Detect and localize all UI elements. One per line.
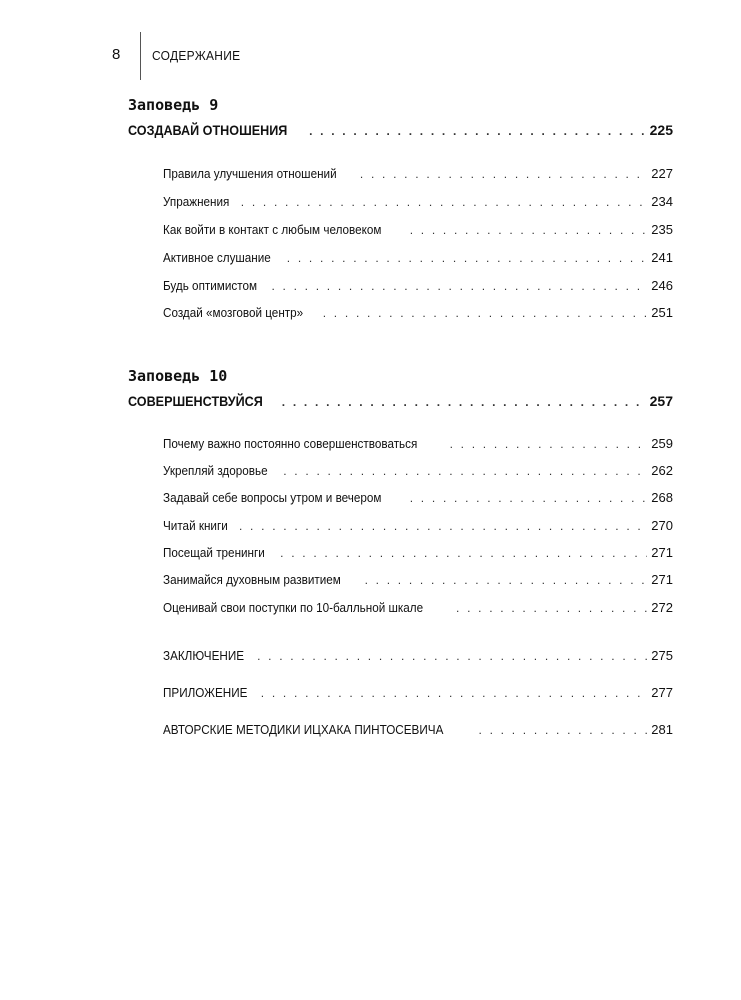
toc-entry-page: 270: [651, 518, 673, 533]
toc-entry-title: Активное слушание: [163, 250, 271, 265]
leader-dots: [241, 195, 648, 209]
toc-entry-title: Читай книги: [163, 518, 228, 533]
toc-entry-page: 262: [651, 463, 673, 478]
toc-entry[interactable]: [163, 305, 673, 320]
leader-dots: [239, 519, 647, 533]
leader-dots: [479, 723, 648, 737]
toc-entry-page: 271: [651, 545, 673, 560]
toc-entry-page: 234: [651, 194, 673, 209]
chapter-label: Заповедь 10: [128, 367, 228, 385]
toc-entry-title: АВТОРСКИЕ МЕТОДИКИ ИЦХАКА ПИНТОСЕВИЧА: [163, 722, 444, 737]
header-divider: [140, 32, 141, 80]
toc-entry-page: 246: [651, 278, 673, 293]
toc-chapter-entry[interactable]: [128, 122, 673, 138]
toc-entry-title: Посещай тренинги: [163, 545, 265, 560]
toc-entry-title: Почему важно постоянно совершенствоваться: [163, 436, 418, 451]
toc-chapter-entry[interactable]: [128, 393, 673, 409]
toc-entry-page: 277: [651, 685, 673, 700]
toc-entry-title: Занимайся духовным развитием: [163, 572, 341, 587]
toc-entry-page: 259: [651, 436, 673, 451]
leader-dots: [410, 223, 648, 237]
leader-dots: [360, 167, 647, 181]
toc-entry-conclusion[interactable]: [163, 648, 673, 663]
running-head: СОДЕРЖАНИЕ: [152, 48, 241, 63]
toc-entry-title: СОЗДАВАЙ ОТНОШЕНИЯ: [128, 122, 288, 138]
toc-entry-title: ЗАКЛЮЧЕНИЕ: [163, 648, 245, 663]
toc-entry-title: Оценивай свои поступки по 10-балльной шкале: [163, 600, 424, 615]
toc-entry[interactable]: [163, 166, 673, 181]
toc-entry-title: Правила улучшения отношений: [163, 166, 337, 181]
toc-entry-page: 235: [651, 222, 673, 237]
toc-entry-page: 227: [651, 166, 673, 181]
toc-entry-page: 268: [651, 490, 673, 505]
leader-dots: [450, 437, 648, 451]
toc-entry-page: 251: [651, 305, 673, 320]
toc-entry-title: Упражнения: [163, 194, 230, 209]
leader-dots: [283, 464, 647, 478]
toc-entry-appendix[interactable]: [163, 685, 673, 700]
leader-dots: [271, 279, 647, 293]
leader-dots: [410, 491, 648, 505]
toc-entry-page: 281: [651, 722, 673, 737]
chapter-label: Заповедь 9: [128, 96, 219, 114]
toc-entry-title: Как войти в контакт с любым человеком: [163, 222, 382, 237]
toc-entry-title: Создай «мозговой центр»: [163, 305, 304, 320]
leader-dots: [280, 546, 647, 560]
leader-dots: [287, 251, 648, 265]
toc-entry-title: ПРИЛОЖЕНИЕ: [163, 685, 248, 700]
toc-entry-page: 225: [649, 122, 673, 138]
toc-entry-title: СОВЕРШЕНСТВУЙСЯ: [128, 393, 263, 409]
toc-entry[interactable]: [163, 250, 673, 265]
toc-entry-page: 271: [651, 572, 673, 587]
toc-entry-title: Задавай себе вопросы утром и вечером: [163, 490, 382, 505]
toc-entry[interactable]: [163, 436, 673, 451]
page-header: [0, 0, 741, 80]
leader-dots: [365, 573, 648, 587]
toc-entry-page: 257: [649, 393, 673, 409]
toc-entry[interactable]: [163, 222, 673, 237]
leader-dots: [261, 686, 648, 700]
toc-entry-page: 272: [651, 600, 673, 615]
leader-dots: [282, 395, 646, 409]
leader-dots: [257, 649, 647, 663]
page-number: 8: [112, 46, 121, 63]
toc-entry[interactable]: [163, 600, 673, 615]
toc-entry-title: Укрепляй здоровье: [163, 463, 268, 478]
toc-entry-methods[interactable]: [163, 722, 673, 737]
leader-dots: [323, 306, 648, 320]
toc-entry[interactable]: [163, 194, 673, 209]
leader-dots: [456, 601, 647, 615]
toc-entry[interactable]: [163, 463, 673, 478]
toc-entry-page: 241: [651, 250, 673, 265]
toc-entry[interactable]: [163, 545, 673, 560]
toc-entry[interactable]: [163, 572, 673, 587]
toc-entry[interactable]: [163, 278, 673, 293]
toc-entry-page: 275: [651, 648, 673, 663]
leader-dots: [309, 124, 646, 138]
toc-entry[interactable]: [163, 518, 673, 533]
toc-entry-title: Будь оптимистом: [163, 278, 258, 293]
toc-entry[interactable]: [163, 490, 673, 505]
